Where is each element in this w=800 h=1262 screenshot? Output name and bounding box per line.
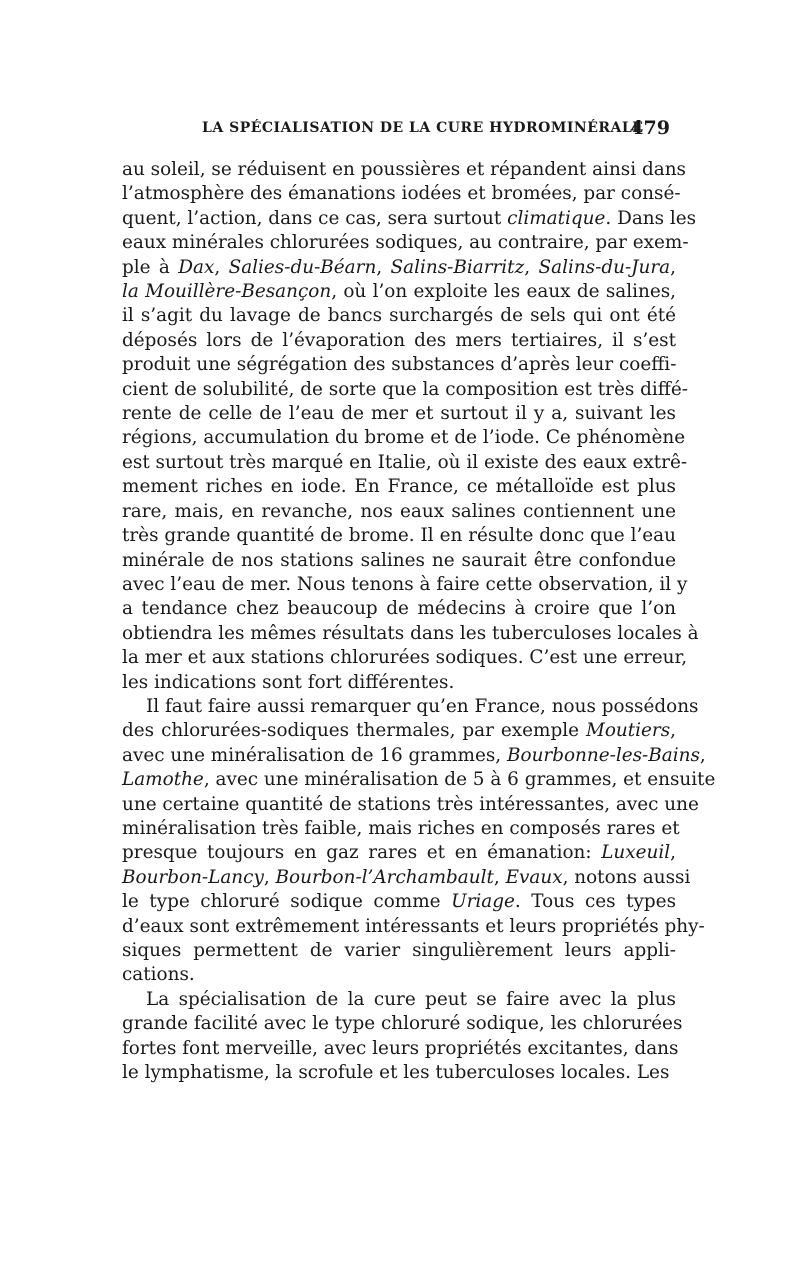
text-run: des chlorurées-sodiques thermales, par exemple xyxy=(122,720,586,742)
text-run: une certaine quantité de stations très intéressantes, avec une xyxy=(122,793,699,815)
text-run: le lymphatisme, la scrofule et les tuberculoses locales. Les xyxy=(122,1062,670,1084)
body-text xyxy=(122,158,716,1085)
text-run: très grande quantité de brome. Il en résulte donc que l’eau xyxy=(122,525,676,547)
text-run: minérale de nos stations salines ne saurait être confondue xyxy=(122,549,676,571)
text-run: rente de celle de l’eau de mer et surtout il y a, suivant les xyxy=(122,403,676,425)
text-run: , xyxy=(670,842,676,864)
italic-text: Lamothe xyxy=(122,769,204,791)
text-line xyxy=(122,866,691,890)
paragraph xyxy=(122,988,683,1086)
text-run: a tendance chez beaucoup de médecins à croire que l’on xyxy=(122,598,676,620)
text-run: quent, l’action, dans ce cas, sera surtout xyxy=(122,207,508,229)
text-line xyxy=(122,915,705,939)
text-run: , xyxy=(670,720,676,742)
text-line xyxy=(122,1037,679,1061)
paragraph xyxy=(122,695,716,988)
text-run: d’eaux sont extrêmement intéressants et leurs propriétés phy- xyxy=(122,915,705,937)
text-run: cient de solubilité, de sorte que la composition est très diffé- xyxy=(122,378,688,400)
text-run: , xyxy=(214,256,229,278)
text-run: . Tous ces types xyxy=(514,891,677,913)
text-line xyxy=(122,793,699,817)
text-run: , notons aussi xyxy=(562,866,691,888)
text-line xyxy=(122,500,676,524)
italic-text: climatique xyxy=(507,207,606,229)
text-run: fortes font merveille, avec leurs propriétés excitantes, dans xyxy=(122,1037,679,1059)
book-page xyxy=(122,117,716,1085)
text-run: rare, mais, en revanche, nos eaux salines contiennent une xyxy=(122,500,676,522)
text-line xyxy=(122,378,688,402)
italic-text: Uriage xyxy=(451,891,515,913)
text-run: , xyxy=(263,866,276,888)
text-run: il s’agit du lavage de bancs surchargés de sels qui ont été xyxy=(122,305,676,327)
text-run: grande facilité avec le type chloruré sodique, les chlorurées xyxy=(122,1013,683,1035)
text-run: ple à xyxy=(122,256,179,278)
text-line xyxy=(122,939,676,963)
text-line xyxy=(122,817,680,841)
italic-text: Evaux xyxy=(505,866,563,888)
text-line xyxy=(122,329,676,353)
text-run: , où l’on exploite les eaux de salines, xyxy=(331,281,676,303)
text-line xyxy=(122,353,676,377)
text-line xyxy=(122,451,688,475)
text-line xyxy=(122,1012,683,1036)
text-line xyxy=(122,573,688,597)
italic-text: Salies-du-Béarn xyxy=(228,256,377,278)
text-run: , xyxy=(376,256,391,278)
text-run: avec l’eau de mer. Nous tenons à faire cette observation, il y xyxy=(122,573,688,595)
paragraph xyxy=(122,158,699,695)
text-line xyxy=(122,597,676,621)
text-run: eaux minérales chlorurées sodiques, au contraire, par exem- xyxy=(122,232,689,254)
text-run: . Dans les xyxy=(605,207,697,229)
page-number: 479 xyxy=(630,117,670,139)
text-line xyxy=(122,671,676,695)
text-run: le type chloruré sodique comme xyxy=(122,891,452,913)
text-line xyxy=(122,646,688,670)
running-head: LA SPÉCIALISATION DE LA CURE HYDROMINÉRALE xyxy=(202,120,644,136)
italic-text: Bourbon-Lancy xyxy=(122,866,264,888)
text-line xyxy=(122,524,676,548)
text-line xyxy=(122,256,676,280)
text-run: produit une ségrégation des substances d’après leur coeffi- xyxy=(122,354,677,376)
italic-text: Salins-du-Jura xyxy=(538,256,671,278)
text-line xyxy=(122,549,676,573)
text-line xyxy=(122,304,676,328)
text-line xyxy=(122,719,676,743)
text-line xyxy=(122,402,676,426)
text-run: cations. xyxy=(122,964,195,986)
text-run: mement riches en iode. En France, ce métalloïde est plus xyxy=(122,476,676,498)
text-run: obtiendra les mêmes résultats dans les tuberculoses locales à xyxy=(122,622,699,644)
text-line xyxy=(122,622,699,646)
italic-text: Bourbonne-les-Bains xyxy=(506,744,700,766)
italic-text: Bourbon-l’Archambault xyxy=(275,866,494,888)
text-run: au soleil, se réduisent en poussières et répandent ainsi dans xyxy=(122,159,686,180)
text-line xyxy=(122,890,676,914)
text-run: , xyxy=(493,866,506,888)
text-line xyxy=(122,280,676,304)
text-run: minéralisation très faible, mais riches en composés rares et xyxy=(122,817,680,839)
text-line xyxy=(122,182,681,206)
italic-text: Moutiers xyxy=(586,720,671,742)
text-run: siques permettent de varier singulièrement leurs appli- xyxy=(122,940,676,961)
text-run: , xyxy=(524,256,539,278)
text-run: , xyxy=(670,256,676,278)
text-line xyxy=(122,988,676,1012)
text-run: déposés lors de l’évaporation des mers tertiaires, il s’est xyxy=(122,329,676,351)
text-run: régions, accumulation du brome et de l’iode. Ce phénomène xyxy=(122,427,686,449)
italic-text: Dax xyxy=(178,256,215,278)
italic-text: la Mouillère-Besançon xyxy=(122,281,332,303)
italic-text: Salins-Biarritz xyxy=(390,256,525,278)
text-line xyxy=(122,963,676,987)
text-line xyxy=(122,426,686,450)
text-line xyxy=(122,1061,676,1085)
text-line xyxy=(122,744,706,768)
text-run: avec une minéralisation de 16 grammes, xyxy=(122,744,507,766)
page-header xyxy=(122,118,676,148)
text-run: est surtout très marqué en Italie, où il existe des eaux extrê- xyxy=(122,451,688,473)
text-line xyxy=(122,475,676,499)
text-run: la mer et aux stations chlorurées sodiques. C’est une erreur, xyxy=(122,647,688,669)
text-line xyxy=(122,158,686,182)
text-run: les indications sont fort différentes. xyxy=(122,671,455,693)
text-run: l’atmosphère des émanations iodées et bromées, par consé- xyxy=(122,183,681,205)
italic-text: Luxeuil xyxy=(601,842,671,864)
text-run: , xyxy=(699,744,706,766)
text-line xyxy=(122,768,716,792)
text-run: La spécialisation de la cure peut se faire avec la plus xyxy=(146,988,676,1010)
text-line xyxy=(122,841,676,865)
text-line xyxy=(122,695,699,719)
text-line xyxy=(122,207,697,231)
text-run: Il faut faire aussi remarquer qu’en France, nous possédons xyxy=(146,695,699,717)
text-run: , avec une minéralisation de 5 à 6 grammes, et ensuite xyxy=(203,769,716,791)
text-line xyxy=(122,231,689,255)
text-run: presque toujours en gaz rares et en émanation: xyxy=(122,842,602,864)
